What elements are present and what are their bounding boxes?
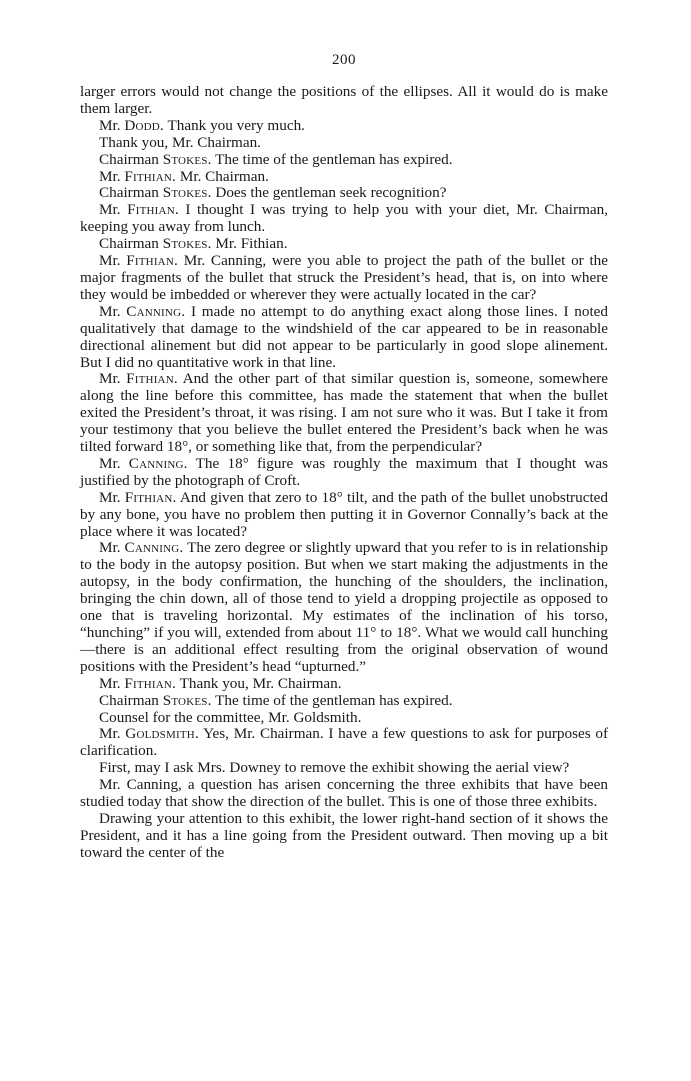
speaker-title: Chairman	[99, 150, 159, 168]
speaker-name: Stokes.	[162, 150, 212, 168]
paragraph-text: And the other part of that similar question is, someone, somewhere along the line before this committee, has made the statement that when the bullet exited the President’s throat, it was rising. I am not sure who it was. But I take it from your testimony that you believe the bullet entered the President’s back when he was tilted forward 18°, or something like that, from the perpendicular?	[80, 370, 609, 456]
transcript-paragraph	[80, 236, 608, 253]
paragraph-text: First, may I ask Mrs. Downey to remove the exhibit showing the aerial view?	[99, 759, 570, 777]
transcript-paragraph	[80, 676, 608, 693]
speaker-name: Fithian.	[124, 167, 177, 185]
speaker-name: Stokes.	[162, 691, 212, 709]
paragraph-text: Thank you, Mr. Chairman.	[99, 133, 261, 151]
paragraph-text: Mr. Chairman.	[179, 167, 269, 185]
paragraph-text: And given that zero to 18° tilt, and the path of the bullet unobstructed by any bone, you have no problem then putting it in Governor Connally’s back at the place where it was located?	[80, 488, 608, 540]
paragraph-text: I thought I was trying to help you with your diet, Mr. Chairman, keeping you away from lunch.	[80, 201, 609, 236]
document-page	[80, 50, 608, 862]
paragraph-text: Mr. Fithian.	[215, 235, 288, 253]
transcript-paragraph	[80, 135, 608, 152]
transcript-paragraph	[80, 811, 608, 862]
speaker-name: Canning.	[124, 539, 184, 557]
transcript-paragraph	[80, 84, 608, 118]
speaker-name: Canning.	[128, 454, 188, 472]
transcript-paragraph	[80, 152, 608, 169]
speaker-name: Fithian.	[126, 370, 178, 388]
transcript-paragraph	[80, 777, 608, 811]
transcript-paragraph	[80, 169, 608, 186]
paragraph-text: Mr. Canning, a question has arisen concerning the three exhibits that have been studied today that show the direction of the bullet. This is one of those three exhibits.	[80, 776, 608, 811]
transcript-paragraph	[80, 253, 608, 304]
speaker-title: Mr.	[99, 488, 121, 506]
transcript-paragraph	[80, 118, 608, 135]
transcript-paragraph	[80, 371, 608, 456]
paragraph-text: I made no attempt to do anything exact along those lines. I noted qualitatively that damage to the windshield of the car appeared to be in reasonable directional alinement but did not appear to be particularly in good slope alinement. But I did no quantitative work in that line.	[80, 302, 609, 371]
speaker-name: Fithian.	[126, 252, 178, 270]
speaker-title: Mr.	[99, 454, 121, 472]
transcript-paragraph	[80, 490, 608, 541]
paragraph-text: The zero degree or slightly upward that you refer to is in relationship to the body in the autopsy position. But when we start making the adjustments in the autopsy, in the body confirmation, the hunching of the shoulders, the inclination, bringing the chin down, all of those tend to yield a dropping projectile as opposed to one that is traveling horizontal. My estimates of the inclination of his torso, “hunching” if you will, extended from about 11° to 18°. What we would call hunching—there is an additional effect resulting from the original observation of wound positions with the President’s head “upturned.”	[80, 539, 609, 675]
speaker-name: Dodd.	[124, 116, 164, 134]
speaker-title: Mr.	[99, 116, 121, 134]
speaker-name: Stokes.	[162, 184, 212, 202]
paragraph-text: Yes, Mr. Chairman. I have a few questions to ask for purposes of clarification.	[80, 725, 609, 760]
speaker-title: Chairman	[99, 184, 159, 202]
speaker-name: Canning.	[126, 302, 186, 320]
transcript-paragraph	[80, 540, 608, 675]
speaker-title: Chairman	[99, 691, 159, 709]
paragraph-text: Drawing your attention to this exhibit, the lower right-hand section of it shows the President, and it has a line going from the President outward. Then moving up a bit toward the center of the	[80, 809, 608, 861]
page-number: 200	[332, 52, 356, 68]
speaker-title: Chairman	[99, 235, 159, 253]
speaker-title: Mr.	[99, 167, 121, 185]
speaker-name: Fithian.	[127, 201, 179, 219]
speaker-name: Fithian.	[124, 674, 177, 692]
transcript-paragraph	[80, 710, 608, 727]
transcript-paragraph	[80, 760, 608, 777]
speaker-title: Mr.	[99, 370, 121, 388]
paragraph-text: The time of the gentleman has expired.	[215, 150, 453, 168]
speaker-name: Goldsmith.	[125, 725, 199, 743]
speaker-title: Mr.	[99, 252, 121, 270]
paragraph-text: Mr. Canning, were you able to project the path of the bullet or the major fragments of the bullet that struck the President’s head, that is, on into where they would be imbedded or wherever they were actually located in the car?	[80, 252, 609, 303]
paragraph-text: Thank you very much.	[167, 116, 305, 134]
transcript-paragraph	[80, 304, 608, 372]
paragraph-text: Counsel for the committee, Mr. Goldsmith.	[99, 708, 362, 726]
speaker-title: Mr.	[99, 539, 121, 557]
transcript-paragraph	[80, 693, 608, 710]
paragraph-text: The time of the gentleman has expired.	[215, 691, 453, 709]
transcript-paragraph	[80, 456, 608, 490]
paragraph-text: larger errors would not change the positions of the ellipses. All it would do is make them larger.	[80, 83, 608, 117]
speaker-title: Mr.	[99, 674, 121, 692]
transcript-paragraph	[80, 185, 608, 202]
speaker-title: Mr.	[99, 725, 121, 743]
transcript-body	[80, 84, 608, 862]
transcript-paragraph	[80, 202, 608, 236]
paragraph-text: Thank you, Mr. Chairman.	[179, 674, 342, 692]
paragraph-text: Does the gentleman seek recognition?	[215, 184, 447, 202]
speaker-title: Mr.	[99, 201, 121, 219]
transcript-paragraph	[80, 726, 608, 760]
paragraph-text: The 18° figure was roughly the maximum that I thought was justified by the photograph of Croft.	[80, 454, 608, 489]
speaker-name: Stokes.	[162, 235, 212, 253]
speaker-name: Fithian.	[124, 488, 177, 506]
speaker-title: Mr.	[99, 302, 121, 320]
